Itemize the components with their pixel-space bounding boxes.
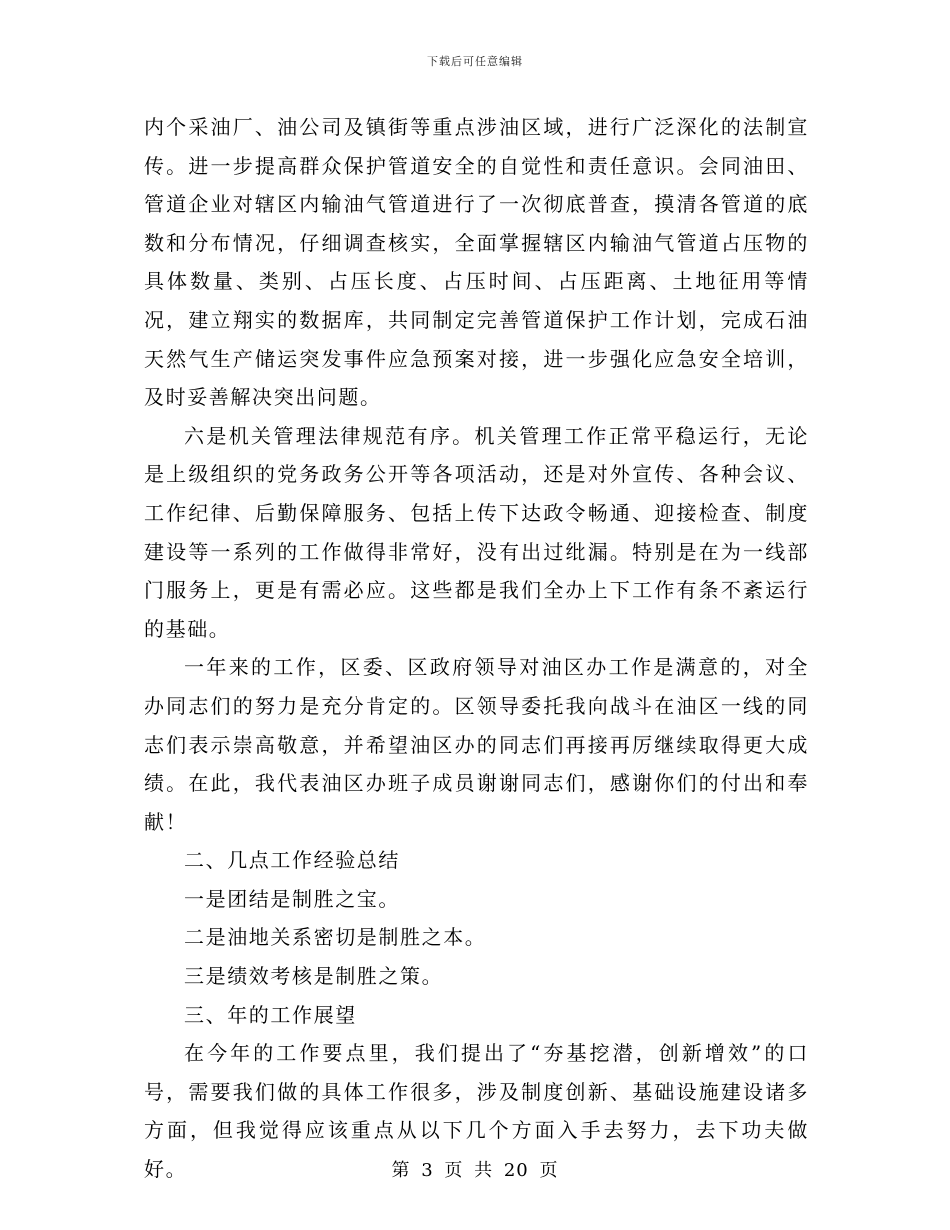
- page-footer: 第 3 页 共 20 页: [391, 1160, 559, 1181]
- section-heading: 三、年的工作展望: [184, 1002, 357, 1027]
- document-body: [144, 108, 809, 1189]
- page-header: 下载后可任意编辑: [427, 55, 523, 68]
- list-item: 二是油地关系密切是制胜之本。: [184, 925, 487, 950]
- paragraph-continued: 内个采油厂、油公司及镇街等重点涉油区域，进行广泛深化的法制宣传。进一步提高群众保护管道安全的自觉性和责任意识。会同油田、管道企业对辖区内输油气管道进行了一次彻底普查，摸清各管道的底数和分布情况，仔细调查核实，全面掌握辖区内输油气管道占压物的具体数量、类别、占压长度、占压时间、占压距离、土地征用等情况，建立翔实的数据库，共同制定完善管道保护工作计划，完成石油天然气生产储运突发事件应急预案对接，进一步强化应急安全培训，及时妥善解决突出问题。: [144, 115, 809, 410]
- paragraph: 一年来的工作，区委、区政府领导对油区办工作是满意的，对全办同志们的努力是充分肯定的。区领导委托我向战斗在油区一线的同志们表示崇高敬意，并希望油区办的同志们再接再厉继续取得更大成绩。在此，我代表油区办班子成员谢谢同志们，感谢你们的付出和奉献！: [144, 655, 809, 834]
- paragraph: 六是机关管理法律规范有序。机关管理工作正常平稳运行，无论是上级组织的党务政务公开等各项活动，还是对外宣传、各种会议、工作纪律、后勤保障服务、包括上传下达政令畅通、迎接检查、制度建设等一系列的工作做得非常好，没有出过纰漏。特别是在为一线部门服务上，更是有需必应。这些都是我们全办上下工作有条不紊运行的基础。: [144, 423, 809, 641]
- list-item: 三是绩效考核是制胜之策。: [184, 964, 444, 989]
- paragraph: 在今年的工作要点里，我们提出了“夯基挖潜，创新增效”的口号，需要我们做的具体工作很多，涉及制度创新、基础设施建设诸多方面，但我觉得应该重点从以下几个方面入手去努力，去下功夫做好。: [144, 1041, 809, 1182]
- list-item: 一是团结是制胜之宝。: [184, 886, 400, 911]
- section-heading: 二、几点工作经验总结: [184, 848, 400, 873]
